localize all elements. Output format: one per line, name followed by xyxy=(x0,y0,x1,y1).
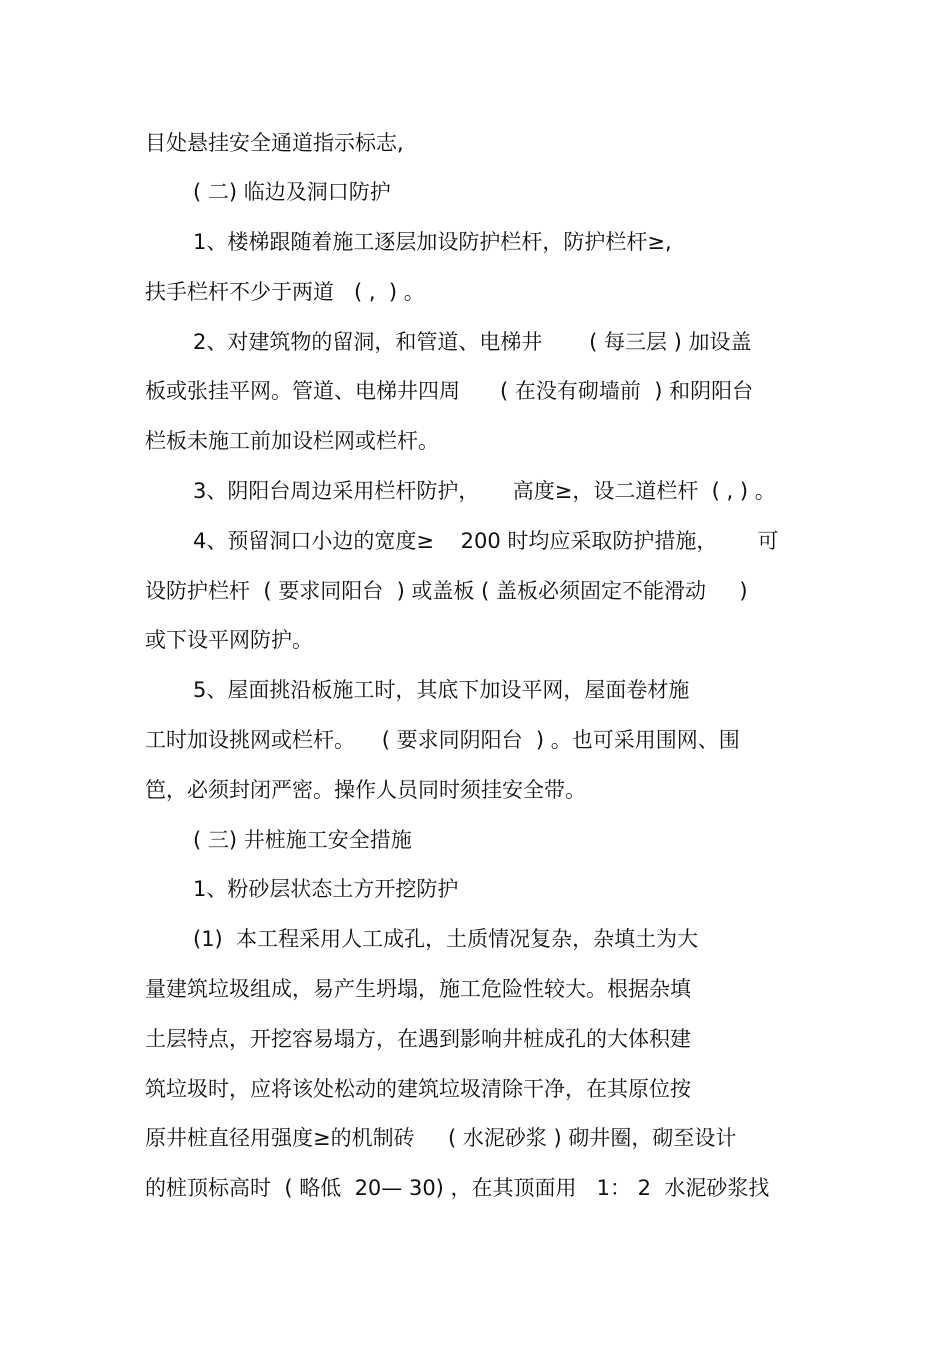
text-line: 1、粉砂层状态土方开挖防护 xyxy=(193,877,459,901)
text-line: 3、阴阳台周边采用栏杆防护， 高度≥，设二道栏杆 ( , ) 。 xyxy=(193,479,776,503)
text-line: 量建筑垃圾组成，易产生坍塌，施工危险性较大。根据杂填 xyxy=(145,977,691,1001)
text-line: 2、对建筑物的留洞，和管道、电梯井 ( 每三层 ) 加设盖 xyxy=(193,330,752,354)
text-line: (1) 本工程采用人工成孔，土质情况复杂，杂填土为大 xyxy=(193,927,699,951)
text-line: 或下设平网防护。 xyxy=(145,628,313,652)
text-line: 土层特点，开挖容易塌方，在遇到影响井桩成孔的大体积建 xyxy=(145,1027,691,1051)
text-line: 的桩顶标高时 ( 略低 20— 30) ，在其顶面用 1： 2 水泥砂浆找 xyxy=(145,1176,770,1200)
text-line: 原井桩直径用强度≥的机制砖 ( 水泥砂浆 ) 砌井圈，砌至设计 xyxy=(145,1126,737,1150)
text-line: 1、楼梯跟随着施工逐层加设防护栏杆，防护栏杆≥, xyxy=(193,230,672,254)
text-line: 板或张挂平网。管道、电梯井四周 ( 在没有砌墙前 ) 和阴阳台 xyxy=(145,379,754,403)
text-line: 笆，必须封闭严密。操作人员同时须挂安全带。 xyxy=(145,778,586,802)
section-heading: ( 二) 临边及洞口防护 xyxy=(193,180,391,204)
section-heading: ( 三) 井桩施工安全措施 xyxy=(193,828,412,852)
text-line: 扶手栏杆不少于两道 ( , ) 。 xyxy=(145,280,425,304)
text-line: 设防护栏杆 ( 要求同阳台 ) 或盖板 ( 盖板必须固定不能滑动 ) xyxy=(145,579,748,603)
text-line: 栏板未施工前加设栏网或栏杆。 xyxy=(145,429,439,453)
text-line: 筑垃圾时，应将该处松动的建筑垃圾清除干净，在其原位按 xyxy=(145,1077,691,1101)
text-line: 目处悬挂安全通道指示标志, xyxy=(145,131,404,155)
text-line: 5、屋面挑沿板施工时，其底下加设平网，屋面卷材施 xyxy=(193,678,690,702)
text-line: 工时加设挑网或栏杆。 ( 要求同阴阳台 ) 。也可采用围网、围 xyxy=(145,728,740,752)
text-line: 4、预留洞口小边的宽度≥ 200 时均应采取防护措施， 可 xyxy=(193,529,779,553)
